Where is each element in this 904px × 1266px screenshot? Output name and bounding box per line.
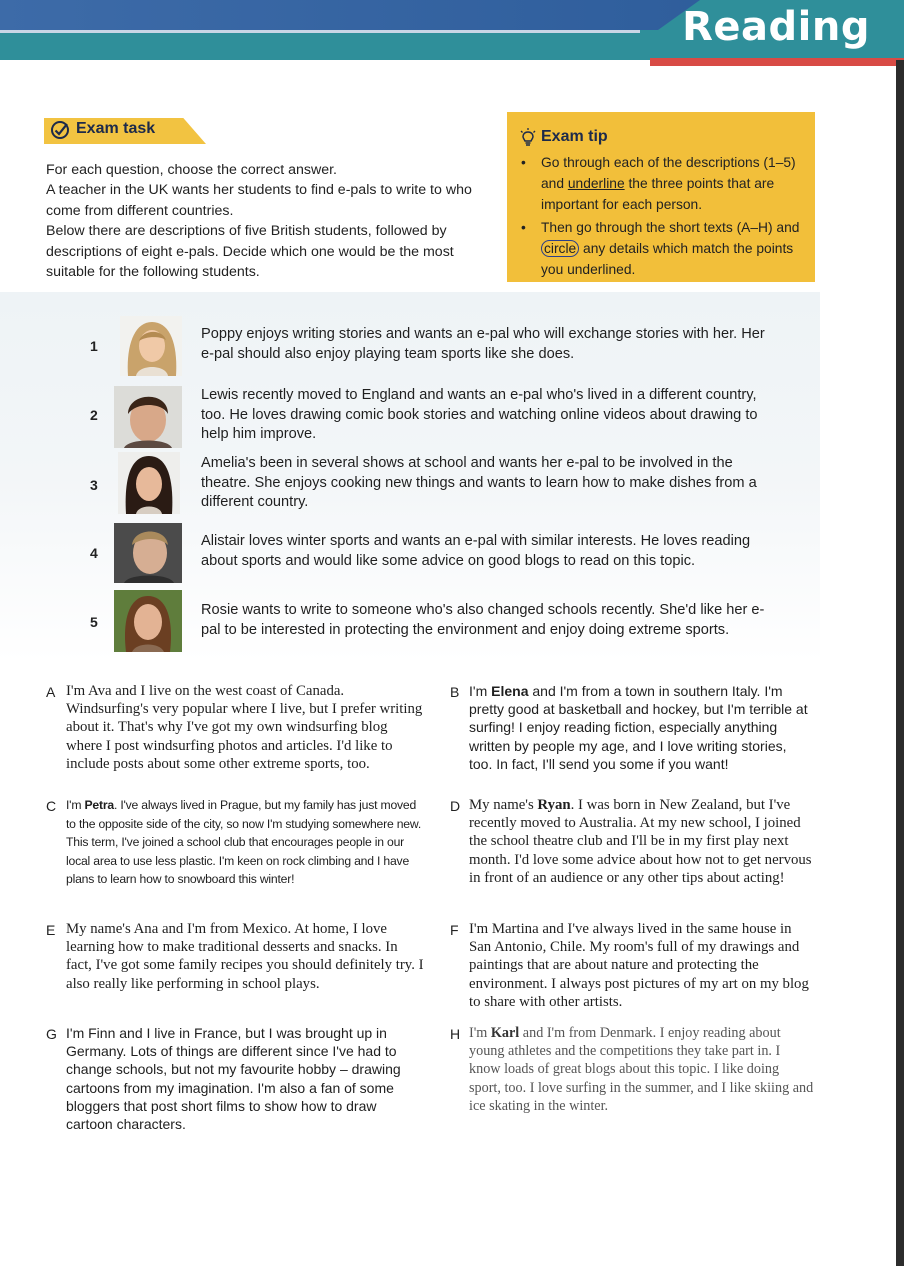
pal-description: [66, 920, 426, 993]
pal-letter: B: [450, 684, 460, 700]
instruction-line: Below there are descriptions of five British students, followed by descriptions of eight e-pals. Decide which one would be the most suitable for the following students.: [46, 223, 454, 281]
pal-description: [469, 682, 809, 773]
header-stripe: [0, 30, 640, 33]
student-description: Lewis recently moved to England and wants an e-pal who's lived in a different country, too. He loves drawing comic book stories and watching online videos about drawing to help him improve.: [201, 387, 758, 442]
pal-letter: A: [46, 684, 56, 700]
pal-description: [66, 796, 426, 889]
student-description: Amelia's been in several shows at school and wants her e-pal to be involved in the theatre. She enjoys cooking new things and wants to learn how to make dishes from a different country.: [201, 455, 757, 510]
header-red-stripe: [650, 58, 904, 66]
pal-text: and I've always lived in the same house in San Antonio, Chile. My room's full of my drawings and paintings that are about nature and protecting the environment. I always post pictures of my art on my blog to share with other artists.: [469, 921, 809, 1010]
exam-tip-list: [517, 152, 807, 282]
student-number: 1: [90, 338, 98, 354]
pal-name: Martina: [491, 921, 539, 937]
check-circle-icon: [50, 120, 70, 140]
student-photo-3: [118, 452, 180, 514]
pal-text: . I've always lived in Prague, but my family has just moved to the opposite side of the city, so now I'm studying somewhere new. This term, I've joined a school club that encourages people in our local area to use less plastic. I'm keen on rock climbing and I have plans to learn how to snowboard this winter!: [66, 798, 421, 887]
pal-letter: D: [450, 798, 461, 814]
student-number: 3: [90, 477, 98, 493]
pal-description: [66, 1024, 426, 1133]
pal-text: I'm: [469, 1025, 491, 1041]
page-title: Reading: [682, 4, 870, 50]
instruction-line: For each question, choose the correct answer.: [46, 162, 338, 178]
tip-item: [517, 217, 807, 280]
page-edge: [896, 60, 904, 1266]
pal-text: and I'm from a town in southern Italy. I'm pretty good at basketball and hockey, but I'm terrible at surfing! I enjoy reading fiction, especially anything written by people my age, and I love writing stories, too. In fact, I'll send you some if you want!: [469, 683, 808, 772]
student-description: Poppy enjoys writing stories and wants an e-pal who will exchange stories with her. Her e-pal should also enjoy playing team sports like she does.: [201, 326, 765, 362]
pal-text: and I live on the west coast of Canada. Windsurfing's very popular where I live, but I prefer writing about it. That's why I've got my own windsurfing blog where I post windsurfing photos and articles. I'd like to include posts about some other extreme sports, too.: [66, 683, 423, 772]
exam-tip-box: [507, 112, 815, 282]
tip-circle-word: circle: [541, 240, 579, 257]
pal-description: [469, 796, 814, 887]
instruction-line: A teacher in the UK wants her students to find e-pals to write to who come from different countries.: [46, 182, 472, 219]
pal-text: My name's: [469, 797, 538, 813]
student-photo-2: [114, 386, 182, 448]
pal-text: and I'm from Mexico. At home, I love learning how to make traditional desserts and snacks. In fact, I've got some family recipes you should definitely try. I also really like performing in school plays.: [66, 921, 424, 992]
pal-text: . I was born in New Zealand, but I've recently moved to Australia. At my new school, I joined the school theatre club and I'll be in my first play next month. I'd love some advice about how not to get nervous in front of an audience or any other tips about acting!: [469, 797, 812, 886]
pal-text: I'm: [66, 683, 88, 699]
exam-tip-label: Exam tip: [541, 128, 608, 145]
pal-description: [469, 920, 814, 1011]
tip-underline-word: underline: [567, 176, 625, 191]
pal-letter: F: [450, 922, 459, 938]
student-photo-4: [114, 523, 182, 583]
student-description: Alistair loves winter sports and wants an e-pal with similar interests. He loves reading about sports and would like some advice on good blogs to read on this topic.: [201, 533, 751, 569]
student-number: 4: [90, 545, 98, 561]
pal-letter: H: [450, 1026, 461, 1042]
pal-description: [469, 1024, 814, 1115]
student-number: 5: [90, 614, 98, 630]
student-photo-5: [114, 590, 182, 652]
exam-task-label: Exam task: [76, 120, 156, 137]
lightbulb-icon: [519, 128, 537, 148]
tip-text: Then go through the short texts (A–H) and: [541, 220, 800, 235]
pal-name: Ryan: [537, 797, 571, 813]
pal-name: Finn: [88, 1025, 116, 1041]
pal-name: Petra: [84, 798, 114, 812]
tip-text: Go through each of the descriptions (1–5) and: [541, 155, 796, 191]
pal-text: My name's: [66, 921, 134, 937]
student-number: 2: [90, 407, 98, 423]
header-band-blue: [0, 0, 700, 30]
pal-name: Karl: [490, 1025, 520, 1041]
pal-description: [66, 682, 426, 773]
pal-name: Elena: [491, 683, 529, 699]
pal-text: I'm: [66, 798, 85, 812]
pal-name: Ava: [88, 683, 112, 699]
pal-text: I'm: [469, 921, 492, 937]
pal-letter: E: [46, 922, 56, 938]
pal-name: Ana: [133, 921, 159, 937]
bullet-icon: •: [521, 220, 526, 235]
pal-text: and I live in France, but I was brought up in Germany. Lots of things are different since I've had to change schools, but not my favourite hobby – drawing cartoons from my imagination. I'm also a fan of some bloggers that post short films to show how to draw cartoon characters.: [66, 1025, 401, 1133]
pal-letter: G: [46, 1026, 57, 1042]
pal-text: I'm: [66, 1025, 89, 1041]
student-description: Rosie wants to write to someone who's also changed schools recently. She'd like her e-pal to be interested in protecting the environment and enjoy doing extreme sports.: [201, 602, 765, 638]
instructions: [46, 160, 496, 282]
pal-text: I'm: [469, 683, 492, 699]
bullet-icon: •: [521, 155, 526, 170]
pal-letter: C: [46, 798, 57, 814]
tip-text: any details which match the points you underlined.: [541, 241, 794, 277]
tip-item: [517, 152, 807, 215]
pal-text: and I'm from Denmark. I enjoy reading about young athletes and the competitions they take part in. I know loads of great blogs about this topic. I like doing sport, too. I love surfing in the summer, and I like skiing and ice skating in the winter.: [469, 1025, 814, 1114]
student-photo-1: [120, 316, 182, 376]
tip-text: the three points that are important for each person.: [541, 176, 775, 212]
